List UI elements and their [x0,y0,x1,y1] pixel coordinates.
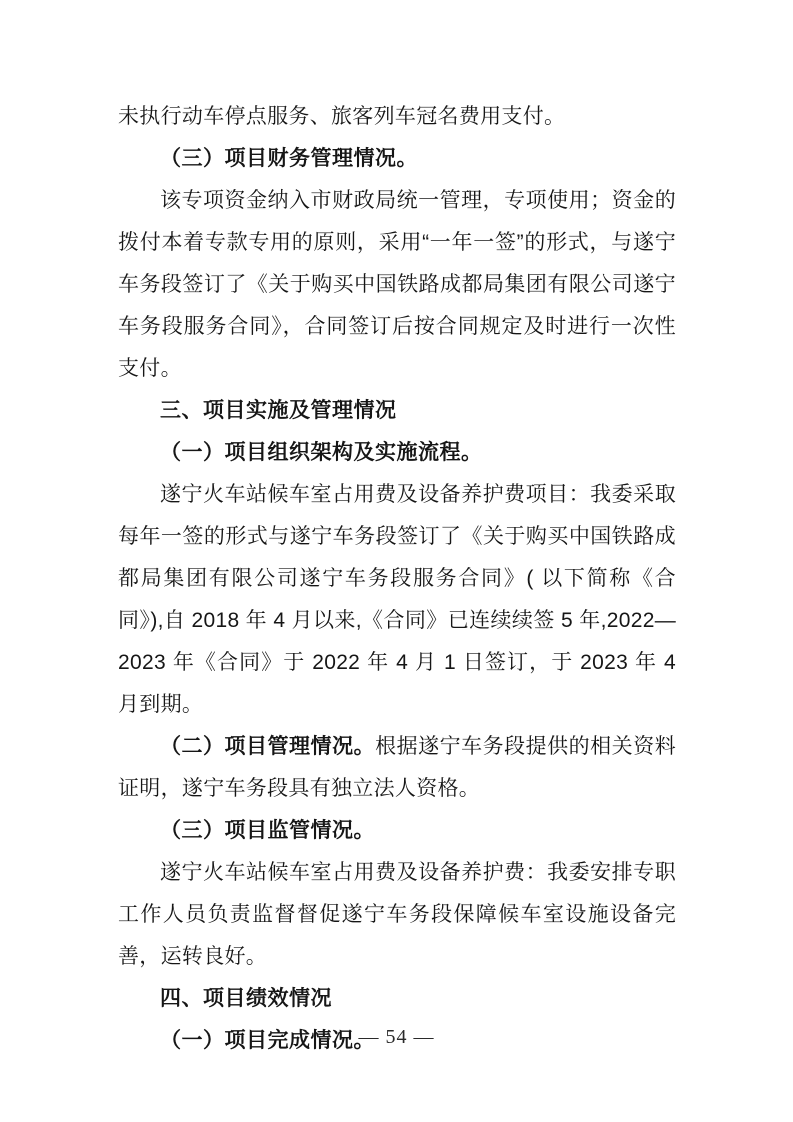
paragraph-project-management [118,726,676,810]
subheading-org-structure: （一）项目组织架构及实施流程。 [160,441,483,464]
paragraph-continuation: 未执行动车停点服务、旅客列车冠名费用支付。 [118,105,566,128]
page-number-text: — 54 — [358,1026,435,1048]
document-content [118,96,676,1062]
heading-section-3-implementation: 三、项目实施及管理情况 [160,399,397,422]
heading-section-4-performance: 四、项目绩效情况 [160,987,332,1010]
subheading-inline-project-management: （二）项目管理情况。 [160,735,376,758]
page-number [0,1024,793,1050]
paragraph-contract-history: 遂宁火车站候车室占用费及设备养护费项目：我委采取每年一签的形式与遂宁车务段签订了《关于购买中国铁路成都局集团有限公司遂宁车务段服务合同》( 以下简称《合同》),自 2018 年 4 月以来,《合同》已连续续签 5 年,2022—2023 年《合同》于 2022 年 4 月 1 日签订，于 2023 年 4 月到期。 [118,483,676,716]
paragraph-fund-management: 该专项资金纳入市财政局统一管理，专项使用；资金的拨付本着专款专用的原则，采用“一年一签”的形式，与遂宁车务段签订了《关于购买中国铁路成都局集团有限公司遂宁车务段服务合同》，合同签订后按合同规定及时进行一次性支付。 [118,189,676,380]
paragraph-supervision-detail: 遂宁火车站候车室占用费及设备养护费：我委安排专职工作人员负责监督督促遂宁车务段保障候车室设施设备完善，运转良好。 [118,861,676,968]
paragraph-project-management-text: 根据遂宁车务段提供的相关资料证明，遂宁车务段具有独立法人资格。 [118,735,677,800]
subheading-project-completion: （一）项目完成情况。 [160,1029,375,1052]
subheading-project-finance-management: （三）项目财务管理情况。 [160,147,418,170]
subheading-project-supervision: （三）项目监管情况。 [160,819,375,842]
